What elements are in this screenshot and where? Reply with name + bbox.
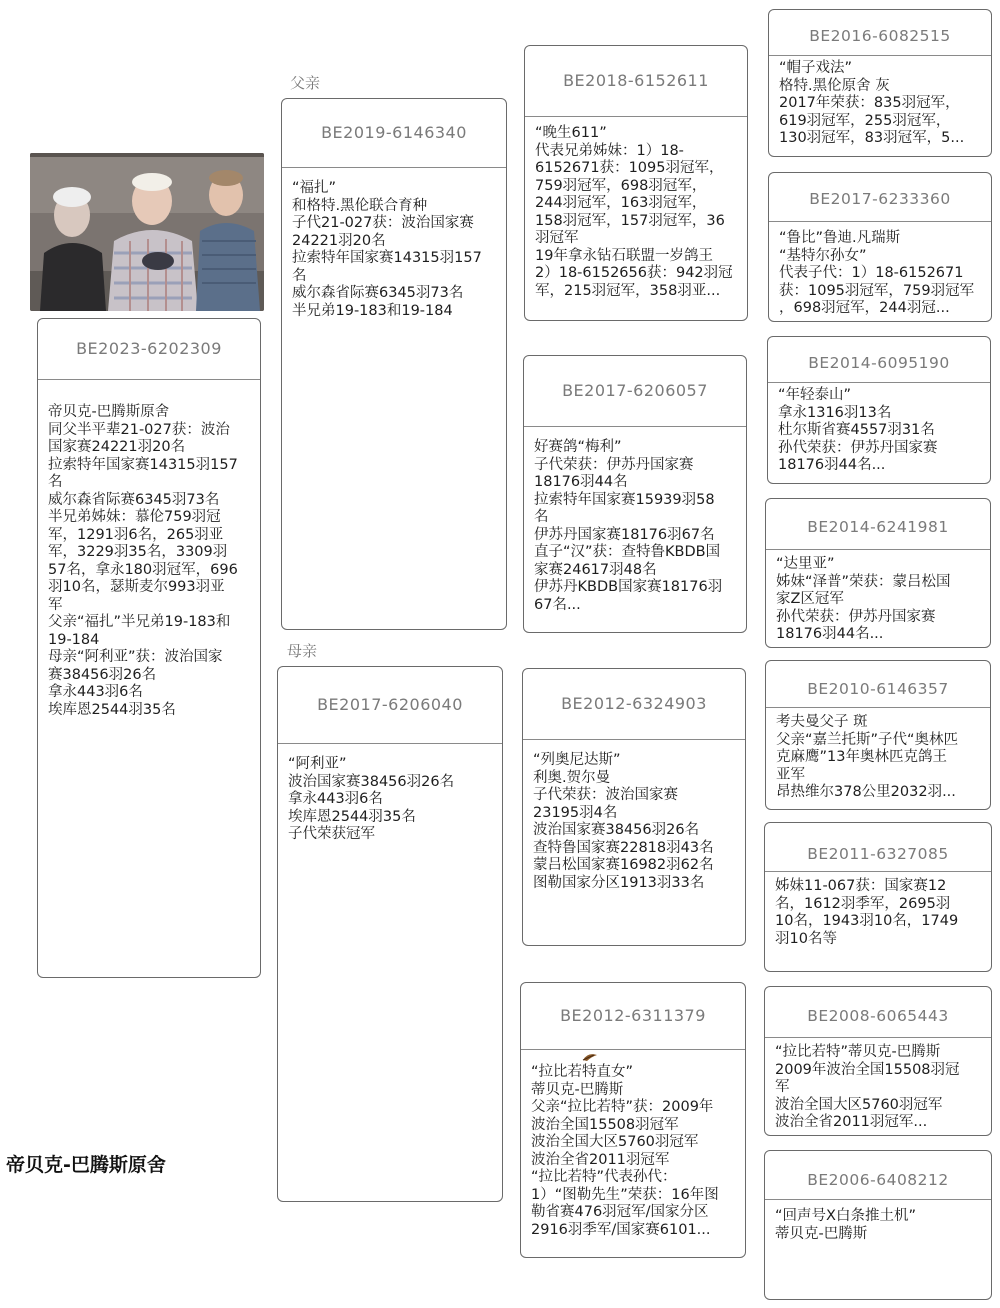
pedigree-card-great-grandparent-1[interactable]	[768, 9, 992, 157]
ring-number: BE2008-6065443	[765, 987, 991, 1038]
note-line: 查特鲁国家赛22818羽43名	[533, 839, 714, 856]
note-line: 2916羽季军/国家赛6101...	[531, 1221, 711, 1238]
note-line: 格特.黑伦原舍 灰	[779, 77, 890, 94]
ring-number: BE2019-6146340	[282, 99, 506, 168]
note-line: 波治全国大区5760羽冠军	[775, 1096, 943, 1113]
note-line: “基特尔孙女”	[779, 247, 867, 264]
note-line: 18176羽44名...	[778, 457, 886, 473]
note-line: 波治全省2011羽冠军	[531, 1151, 670, 1168]
note-line: 6152671获：1095羽冠军，	[535, 160, 724, 176]
note-line: 图勒国家分区1913羽33名	[533, 874, 705, 891]
feather-icon	[582, 1052, 598, 1062]
note-line: “回声号X白条推土机”	[775, 1208, 916, 1224]
note-line: 子代荣获：波治国家赛	[533, 787, 678, 803]
note-line: “鲁比”鲁迪.凡瑞斯	[779, 230, 901, 246]
note-line: 波治国家赛38456羽26名	[288, 773, 455, 790]
breeders-photo-image	[30, 153, 264, 311]
note-line: 军，1291羽6名，265羽亚	[48, 526, 224, 543]
note-line: ，698羽冠军，244羽冠...	[779, 300, 950, 316]
ring-number: BE2006-6408212	[765, 1151, 991, 1200]
pedigree-card-great-grandparent-3[interactable]	[767, 336, 991, 484]
note-line: 帝贝克-巴腾斯原舍	[48, 404, 170, 420]
father-label: 父亲	[290, 74, 321, 92]
note-line: “晚生611”	[535, 125, 607, 141]
note-line: 代表子代：1）18-6152671	[779, 265, 964, 281]
card-notes	[524, 427, 746, 618]
pedigree-card-great-grandparent-5[interactable]	[765, 660, 991, 810]
note-line: 军，3229羽35名，3309羽	[48, 544, 228, 560]
ring-number: BE2012-6324903	[523, 669, 745, 740]
note-line: 姊妹“泽普”荣获：蒙吕松国	[776, 573, 951, 590]
note-line: 19-184	[48, 631, 100, 648]
ring-number: BE2011-6327085	[765, 823, 991, 872]
note-line: 蒂贝克-巴腾斯	[775, 1225, 868, 1242]
note-line: 拿永1316羽13名	[778, 404, 892, 421]
pedigree-card-grandsire-paternal[interactable]	[524, 45, 748, 321]
pedigree-card-sire[interactable]	[281, 98, 507, 630]
note-line: 埃库恩2544羽35名	[48, 701, 176, 718]
note-line: 158羽冠军，157羽冠军，36	[535, 212, 725, 229]
note-line: 57名，拿永180羽冠军，696	[48, 561, 238, 578]
note-line: 利奥.贺尔曼	[533, 769, 611, 786]
card-notes	[525, 117, 747, 304]
card-notes	[766, 550, 990, 648]
note-line: “拉比若特”蒂贝克-巴腾斯	[775, 1044, 941, 1060]
card-notes	[523, 740, 745, 896]
note-line: “年轻泰山”	[778, 387, 852, 403]
pedigree-card-great-grandparent-7[interactable]	[764, 986, 992, 1136]
note-line: 1）“图勒先生”荣获：16年图	[531, 1186, 719, 1203]
note-line: 拉索特年国家赛14315羽157	[48, 456, 238, 473]
ring-number: BE2010-6146357	[766, 661, 990, 708]
note-line: 67名...	[534, 596, 581, 613]
note-line: 军，215羽冠军，358羽亚...	[535, 282, 721, 299]
pedigree-card-great-grandparent-8[interactable]	[764, 1150, 992, 1300]
note-line: 半兄弟19-183和19-184	[292, 302, 453, 319]
card-notes	[765, 1200, 991, 1247]
note-line: 父亲“福扎”半兄弟19-183和	[48, 614, 231, 630]
note-line: 勒省赛476羽冠军/国家分区	[531, 1204, 709, 1220]
note-line: 蒙吕松国家赛16982羽62名	[533, 857, 714, 873]
note-line: “拉比若特直女”	[531, 1064, 634, 1080]
note-line: “达里亚”	[776, 556, 835, 572]
note-line: 波治全国大区5760羽冠军	[531, 1134, 699, 1150]
pedigree-card-grandsire-maternal[interactable]	[522, 668, 746, 946]
note-line: “福扎”	[292, 180, 337, 196]
note-line: 同父半平辈21-027获：波治	[48, 421, 230, 438]
note-line: 拉索特年国家赛14315羽157	[292, 250, 482, 266]
note-line: 国家赛24221羽20名	[48, 439, 186, 455]
note-line: 伊苏丹KBDB国家赛18176羽	[534, 579, 723, 595]
note-line: 名，1612羽季军，2695羽	[775, 895, 951, 912]
note-line: 18176羽44名	[534, 474, 628, 490]
note-line: 姊妹11-067获：国家赛12	[775, 878, 947, 894]
note-line: 威尔森省际赛6345羽73名	[48, 491, 220, 508]
note-line: 拿永443羽6名	[48, 684, 143, 700]
ring-number: BE2014-6095190	[768, 337, 990, 383]
note-line: 拿永443羽6名	[288, 791, 383, 807]
note-line: 波治全省2011羽冠军...	[775, 1114, 928, 1130]
ring-number: BE2012-6311379	[521, 983, 745, 1050]
note-line: 亚军	[776, 766, 805, 783]
note-line: 直子“汉”获：查特鲁KBDB国	[534, 544, 721, 560]
note-line: 父亲“嘉兰托斯”子代“奥林匹	[776, 731, 959, 748]
card-notes	[282, 168, 506, 324]
note-line: 2017年荣获：835羽冠军，	[779, 95, 960, 111]
card-notes	[38, 380, 260, 723]
note-line: 子代荣获冠军	[288, 826, 375, 842]
note-line: 伊苏丹国家赛18176羽67名	[534, 526, 715, 543]
card-notes	[769, 222, 991, 322]
note-line: 2）18-6152656获：942羽冠	[535, 265, 733, 281]
pedigree-card-dam[interactable]	[277, 666, 503, 1202]
breeders-photo	[30, 153, 264, 311]
note-line: “帽子戏法”	[779, 60, 853, 76]
note-line: 拉索特年国家赛15939羽58	[534, 491, 715, 508]
pedigree-card-granddam-maternal[interactable]	[520, 982, 746, 1258]
card-notes	[765, 872, 991, 952]
card-notes	[765, 1038, 991, 1136]
card-notes	[769, 56, 991, 152]
note-line: 名	[48, 474, 63, 490]
note-line: 羽10名，瑟斯麦尔993羽亚	[48, 579, 225, 595]
note-line: 军	[48, 596, 63, 613]
note-line: 波治国家赛38456羽26名	[533, 822, 700, 838]
note-line: 克麻鹰”13年奥林匹克鸽王	[776, 749, 947, 765]
note-line: 名	[534, 509, 549, 525]
pedigree-card-granddam-paternal[interactable]	[523, 355, 747, 633]
note-line: “列奥尼达斯”	[533, 752, 621, 768]
note-line: 23195羽4名	[533, 804, 618, 821]
note-line: 子代荣获：伊苏丹国家赛	[534, 456, 694, 473]
note-line: 昂热维尔378公里2032羽...	[776, 784, 956, 800]
pedigree-card-subject[interactable]	[37, 318, 261, 978]
note-line: 家赛24617羽48名	[534, 561, 657, 578]
ring-number: BE2018-6152611	[525, 46, 747, 117]
note-line: 和格特.黑伦联合育种	[292, 197, 428, 214]
pedigree-card-great-grandparent-4[interactable]	[765, 498, 991, 648]
card-notes	[521, 1050, 745, 1243]
pedigree-card-great-grandparent-6[interactable]	[764, 822, 992, 972]
ring-number: BE2016-6082515	[769, 10, 991, 56]
note-line: 18176羽44名...	[776, 626, 884, 642]
note-line: “拉比若特”代表孙代：	[531, 1169, 677, 1185]
note-line: 好赛鸽“梅利”	[534, 439, 622, 455]
note-line: 130羽冠军，83羽冠军，5...	[779, 130, 965, 146]
note-line: 母亲“阿利亚”获：波治国家	[48, 649, 223, 665]
note-line: 19年拿永钻石联盟一岁鸽王	[535, 247, 713, 264]
card-notes	[766, 708, 990, 806]
note-line: 名	[292, 267, 307, 284]
note-line: 父亲“拉比若特”获：2009年	[531, 1099, 714, 1115]
note-line: 杜尔斯省赛4557羽31名	[778, 422, 935, 438]
ring-number: BE2017-6206040	[278, 667, 502, 744]
card-notes	[278, 744, 502, 848]
ring-number: BE2017-6233360	[769, 173, 991, 222]
note-line: 759羽冠军，698羽冠军，	[535, 177, 707, 194]
ring-number: BE2017-6206057	[524, 356, 746, 427]
ring-number: BE2014-6241981	[766, 499, 990, 550]
note-line: 考夫曼父子 斑	[776, 714, 868, 730]
note-line: 家Z区冠军	[776, 591, 844, 607]
pedigree-card-great-grandparent-2[interactable]	[768, 172, 992, 322]
note-line: 24221羽20名	[292, 232, 386, 249]
note-line: 获：1095羽冠军，759羽冠军	[779, 282, 975, 299]
ring-number: BE2023-6202309	[38, 319, 260, 380]
note-line: 孙代荣获：伊苏丹国家赛	[776, 608, 936, 625]
mother-label: 母亲	[287, 642, 318, 660]
note-line: 代表兄弟姊妹：1）18-	[535, 142, 684, 159]
note-line: 赛38456羽26名	[48, 666, 157, 683]
note-line: 子代21-027获：波治国家赛	[292, 215, 474, 231]
note-line: 244羽冠军，163羽冠军，	[535, 195, 707, 211]
loft-owner-name: 帝贝克-巴腾斯原舍	[6, 1154, 166, 1176]
note-line: 军	[775, 1079, 790, 1095]
note-line: “阿利亚”	[288, 756, 347, 772]
card-notes	[768, 383, 990, 479]
note-line: 619羽冠军，255羽冠军，	[779, 112, 951, 129]
note-line: 威尔森省际赛6345羽73名	[292, 285, 464, 301]
note-line: 2009年波治全国15508羽冠	[775, 1061, 960, 1078]
note-line: 蒂贝克-巴腾斯	[531, 1081, 624, 1098]
note-line: 10名，1943羽10名，1749	[775, 913, 959, 929]
note-line: 半兄弟姊妹：慕伦759羽冠	[48, 509, 221, 525]
note-line: 羽冠军	[535, 230, 579, 246]
note-line: 羽10名等	[775, 930, 837, 947]
note-line: 孙代荣获：伊苏丹国家赛	[778, 439, 938, 456]
note-line: 波治全国15508羽冠军	[531, 1116, 679, 1133]
note-line: 埃库恩2544羽35名	[288, 808, 416, 825]
